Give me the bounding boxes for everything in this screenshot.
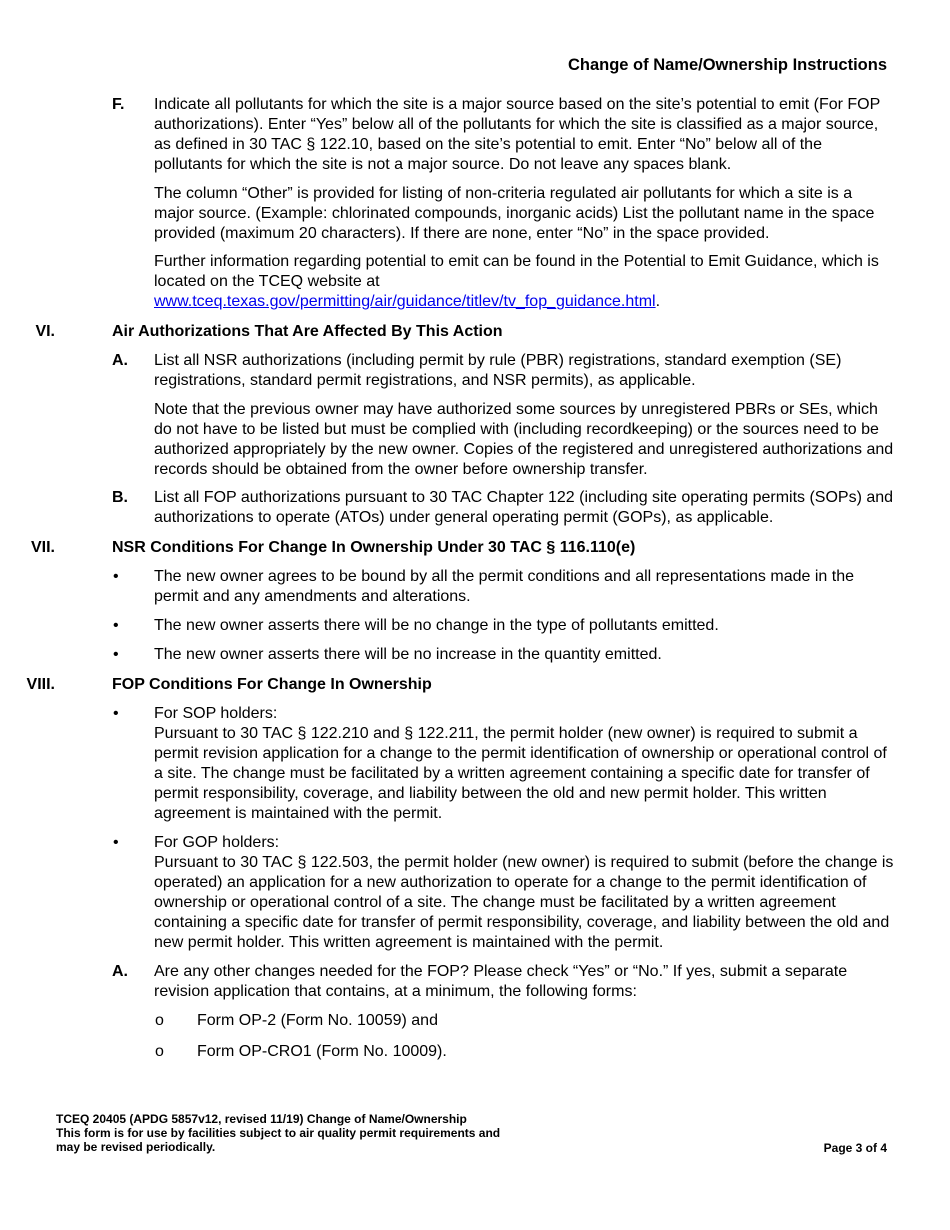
item-label: F. bbox=[112, 96, 125, 113]
link-suffix: . bbox=[655, 293, 661, 310]
sub-list-item bbox=[0, 1042, 950, 1062]
section-heading bbox=[0, 675, 950, 695]
paragraph: List all NSR authorizations (including permit by rule (PBR) registrations, standard exemption (SE) registrations, standard permit registrations, and NSR permits), as applicable. bbox=[154, 352, 842, 389]
paragraph bbox=[154, 252, 894, 312]
footer-line: may be revised periodically. bbox=[56, 1140, 216, 1154]
section-title: NSR Conditions For Change In Ownership Under 30 TAC § 116.110(e) bbox=[112, 539, 636, 556]
section-viii-a-item bbox=[0, 962, 950, 1002]
section-number: VIII. bbox=[26, 676, 55, 693]
bullet-icon: • bbox=[113, 617, 119, 634]
section-number: VI. bbox=[35, 323, 55, 340]
bullet-text: Pursuant to 30 TAC § 122.503, the permit holder (new owner) is required to submit (before the change is operated) an application for a new authorization to operate for a change to the permit identification of ownership or operational control of a site. The change must be facilitated by a written agreement containing a specific date for transfer of permit responsibility, coverage, and liability between the old and new permit holder. This written agreement is maintained with the permit. bbox=[154, 854, 894, 951]
page-header: Change of Name/Ownership Instructions bbox=[567, 56, 887, 74]
bullet-heading: For SOP holders: bbox=[154, 705, 278, 722]
document-body bbox=[0, 95, 950, 1073]
bullet-heading: For GOP holders: bbox=[154, 834, 280, 851]
footer-line: This form is for use by facilities subject to air quality permit requirements and bbox=[56, 1126, 501, 1140]
sub-list-text: Form OP-CRO1 (Form No. 10009). bbox=[197, 1043, 447, 1060]
section-vi-a-item bbox=[0, 351, 950, 391]
paragraph: The column “Other” is provided for listing of non-criteria regulated air pollutants for which a site is a major source. (Example: chlorinated compounds, inorganic acids) List the pollutant name in the space provided (maximum 20 characters). If there are none, enter “No” in the space provided. bbox=[154, 185, 875, 242]
paragraph: Are any other changes needed for the FOP? Please check “Yes” or “No.” If yes, submit a separate revision application that contains, at a minimum, the following forms: bbox=[154, 963, 848, 1000]
item-label: A. bbox=[112, 963, 128, 980]
sub-list-text: Form OP-2 (Form No. 10059) and bbox=[197, 1012, 438, 1029]
paragraph: Note that the previous owner may have authorized some sources by unregistered PBRs or SEs, which do not have to be listed but must be complied with (including recordkeeping) or the sources need to be authorized appropriately by the new owner. Copies of the registered and unregistered authorizations and records should be obtained from the owner before ownership transfer. bbox=[154, 401, 894, 478]
section-title: FOP Conditions For Change In Ownership bbox=[112, 676, 432, 693]
bullet-icon: • bbox=[113, 646, 119, 663]
bullet-item bbox=[0, 704, 950, 824]
section-vi-b-item bbox=[0, 488, 950, 528]
paragraph-text: Further information regarding potential to emit can be found in the Potential to Emit Guidance, which is located on the TCEQ website at bbox=[154, 253, 879, 290]
paragraph: Indicate all pollutants for which the site is a major source based on the site’s potential to emit (For FOP authorizations). Enter “Yes” below all of the pollutants for which the site is classified as a major source, as defined in 30 TAC § 122.10, based on the site’s potential to emit. Enter “No” below all of the pollutants for which the site is not a major source. Do not leave any spaces blank. bbox=[154, 96, 880, 173]
item-label: A. bbox=[112, 352, 128, 369]
footer-form-info bbox=[56, 1112, 500, 1154]
bullet-text: Pursuant to 30 TAC § 122.210 and § 122.211, the permit holder (new owner) is required to submit a permit revision application for a change to the permit identification of ownership or operational control of a site. The change must be facilitated by a written agreement containing a specific date for transfer of permit responsibility, coverage, and liability between the old and new permit holder. This written agreement is maintained with the permit. bbox=[154, 725, 887, 822]
section-f-item bbox=[0, 95, 950, 175]
bullet-icon: • bbox=[113, 705, 119, 722]
circle-bullet-icon: o bbox=[155, 1043, 164, 1060]
bullet-icon: • bbox=[113, 834, 119, 851]
bullet-content bbox=[154, 833, 894, 953]
bullet-text: The new owner agrees to be bound by all the permit conditions and all representations made in the permit and any amendments and alterations. bbox=[154, 568, 854, 605]
bullet-text: The new owner asserts there will be no increase in the quantity emitted. bbox=[154, 646, 662, 663]
bullet-icon: • bbox=[113, 568, 119, 585]
sub-list-item bbox=[0, 1011, 950, 1031]
circle-bullet-icon: o bbox=[155, 1012, 164, 1029]
pte-guidance-link[interactable]: www.tceq.texas.gov/permitting/air/guidance/titlev/tv_fop_guidance.html bbox=[154, 293, 656, 310]
section-heading bbox=[0, 322, 950, 342]
bullet-item bbox=[0, 833, 950, 953]
paragraph: List all FOP authorizations pursuant to 30 TAC Chapter 122 (including site operating permits (SOPs) and authorizations to operate (ATOs) under general operating permit (GOPs), as applicable. bbox=[154, 489, 894, 526]
section-title: Air Authorizations That Are Affected By This Action bbox=[112, 323, 503, 340]
bullet-text: The new owner asserts there will be no change in the type of pollutants emitted. bbox=[154, 617, 719, 634]
bullet-item bbox=[0, 616, 950, 636]
bullet-content bbox=[154, 704, 894, 824]
section-heading bbox=[0, 538, 950, 558]
section-number: VII. bbox=[30, 539, 55, 556]
page-number: Page 3 of 4 bbox=[823, 1141, 887, 1155]
footer-line: TCEQ 20405 (APDG 5857v12, revised 11/19) Change of Name/Ownership bbox=[56, 1112, 467, 1126]
item-label: B. bbox=[112, 489, 128, 506]
bullet-item bbox=[0, 645, 950, 665]
bullet-item bbox=[0, 567, 950, 607]
